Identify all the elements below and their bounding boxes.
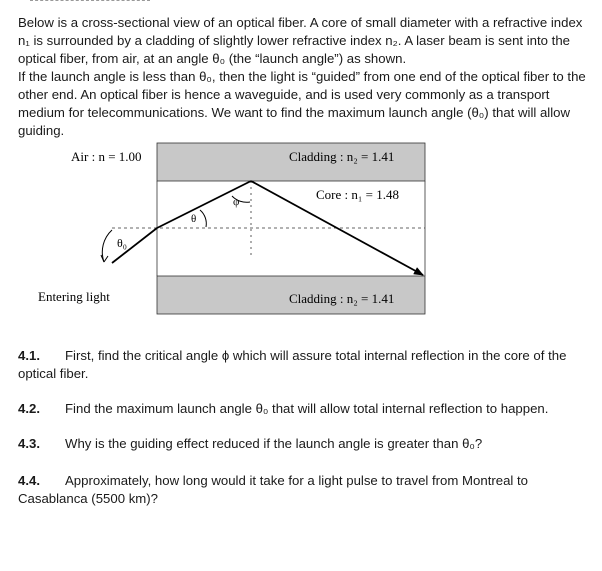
question-4-1	[18, 347, 594, 383]
cladding-top-label: Cladding : n₂ = 1.41	[289, 149, 395, 164]
intro-paragraph-2: If the launch angle is less than θ₀, then the light is “guided” from one end of the optical fiber to the other end. An optical fiber is hence a waveguide, and is used very commonly as a transport medium for telecommunications. We want to find the maximum launch angle (θ₀) that will allow guiding.	[18, 69, 586, 138]
question-4-2	[18, 400, 594, 418]
question-4-4	[18, 472, 594, 508]
theta-label: θ	[191, 213, 197, 225]
question-text: Why is the guiding effect reduced if the launch angle is greater than θ₀?	[65, 436, 483, 451]
intro-paragraph-1: Below is a cross-sectional view of an optical fiber. A core of small diameter with a refractive index n₁ is surrounded by a cladding of slightly lower refractive index n₂. A laser beam is sent into the optical fiber, from air, at an angle θ₀ (the “launch angle”) as shown.	[18, 15, 583, 66]
question-text: Find the maximum launch angle θ₀ that will allow total internal reflection to happen.	[65, 401, 549, 416]
question-text: First, find the critical angle ϕ which will assure total internal reflection in the core of the optical fiber.	[18, 348, 567, 381]
question-number: 4.3.	[18, 436, 40, 451]
question-number: 4.4.	[18, 473, 40, 488]
question-text: Approximately, how long would it take for a light pulse to travel from Montreal to Casablanca (5500 km)?	[18, 473, 529, 506]
theta0-label: θ₀	[117, 236, 127, 250]
cladding-bottom-label: Cladding : n₂ = 1.41	[289, 291, 395, 306]
theta-arc	[200, 210, 206, 227]
question-4-3	[18, 435, 594, 453]
air-label: Air : n = 1.00	[71, 149, 142, 164]
core-label: Core : n₁ = 1.48	[316, 187, 399, 202]
phi-label: φ	[233, 196, 240, 208]
question-number: 4.1.	[18, 348, 40, 363]
entering-light-label: Entering light	[38, 289, 110, 304]
question-number: 4.2.	[18, 401, 40, 416]
